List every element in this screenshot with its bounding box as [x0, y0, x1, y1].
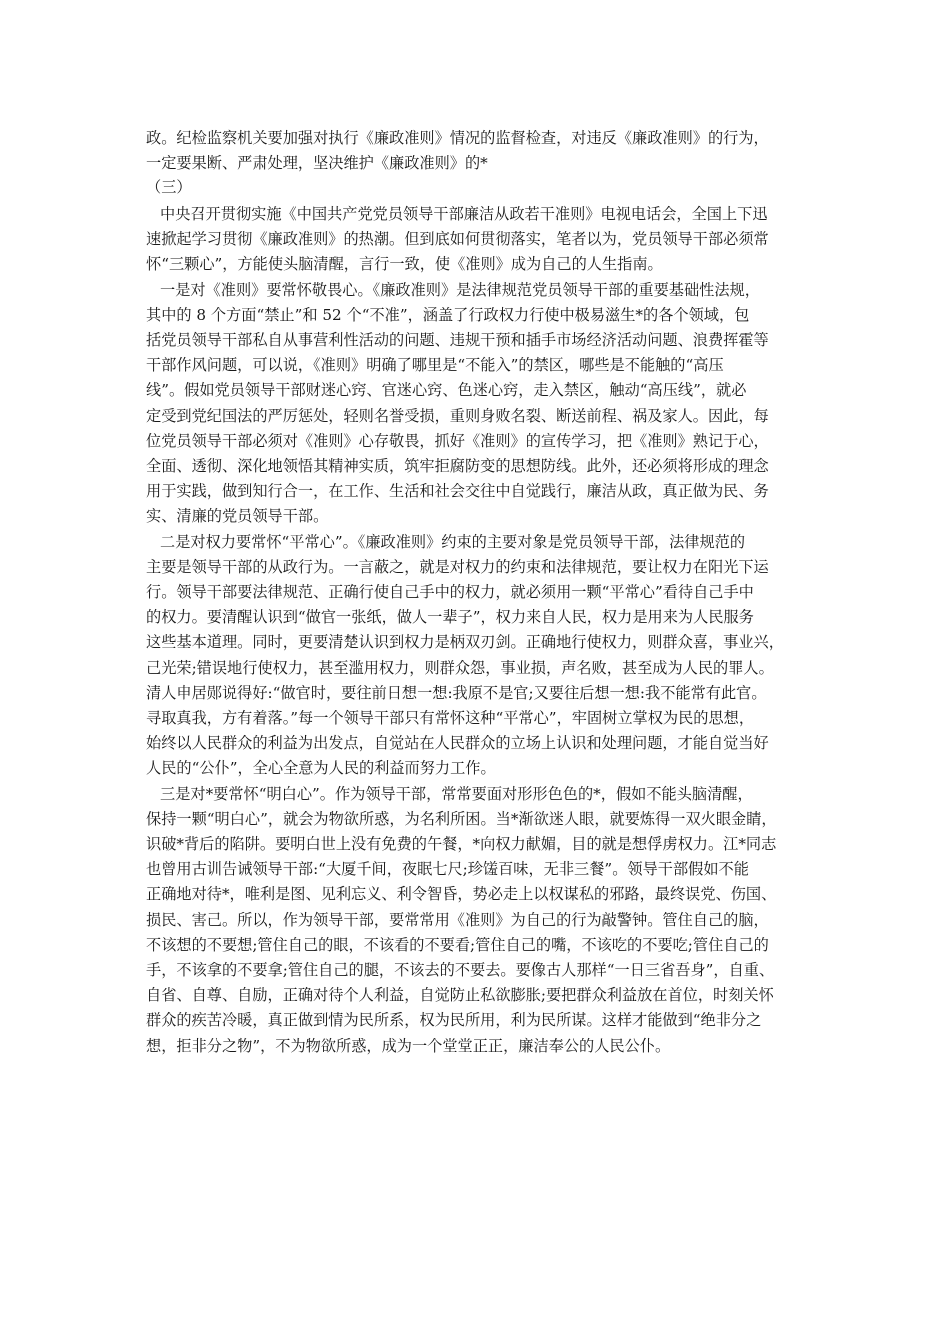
text-line: 行。领导干部要法律规范、正确行使自己手中的权力，就必须用一颗“平常心”看待自己手中 [146, 583, 754, 601]
text-line: 其中的 8 个方面“禁止”和 52 个“不准”，涵盖了行政权力行使中极易滋生*的各个领域，包 [146, 306, 750, 324]
text-line: 识破*背后的陷阱。要明白世上没有免费的午餐，*向权力献媚，目的就是想俘虏权力。江*同志 [146, 835, 777, 853]
text-line: 一是对《准则》要常怀敬畏心。《廉政准则》是法律规范党员领导干部的重要基础性法规， [160, 281, 760, 299]
text-line: 线”。假如党员领导干部财迷心窍、官迷心窍、色迷心窍，走入禁区，触动“高压线”，就必 [146, 381, 747, 399]
text-line: 括党员领导干部私自从事营利性活动的问题、违规干预和插手市场经济活动问题、浪费挥霍等 [146, 331, 769, 349]
text-line: 政。纪检监察机关要加强对执行《廉政准则》情况的监督检查，对违反《廉政准则》的行为， [146, 129, 769, 147]
text-line: 手，不该拿的不要拿;管住自己的腿，不该去的不要去。要像古人那样“一日三省吾身”，自重、 [146, 961, 775, 979]
text-line: 怀“三颗心”，方能使头脑清醒，言行一致，使《准则》成为自己的人生指南。 [146, 255, 663, 273]
text-line: 用于实践，做到知行合一，在工作、生活和社会交往中自觉践行，廉洁从政，真正做为民、务 [146, 482, 769, 500]
text-line: 速掀起学习贯彻《廉政准则》的热潮。但到底如何贯彻落实，笔者以为，党员领导干部必须常 [146, 230, 769, 248]
text-line: 实、清廉的党员领导干部。 [146, 507, 329, 525]
text-line: 全面、透彻、深化地领悟其精神实质，筑牢拒腐防变的思想防线。此外，还必须将形成的理念 [146, 457, 769, 475]
text-line: 损民、害己。所以，作为领导干部，要常常用《准则》为自己的行为敲警钟。管住自己的脑， [146, 911, 769, 929]
text-line: 正确地对待*，唯利是图、见利忘义、利令智昏，势必走上以权谋私的邪路，最终误党、伤国、 [146, 885, 777, 903]
section-heading: （三） [146, 178, 192, 196]
text-line: 三是对*要常怀“明白心”。作为领导干部，常常要面对形形色色的*，假如不能头脑清醒， [160, 785, 753, 803]
text-line: 的权力。要清醒认识到“做官一张纸，做人一辈子”，权力来自人民，权力是用来为人民服务 [146, 608, 754, 626]
text-line: 人民的“公仆”，全心全意为人民的利益而努力工作。 [146, 759, 496, 777]
text-line: 始终以人民群众的利益为出发点，自觉站在人民群众的立场上认识和处理问题，才能自觉当好 [146, 734, 769, 752]
text-line: 清人申居郧说得好:“做官时，要往前日想一想:我原不是官;又要往后想一想:我不能常有此官。 [146, 684, 767, 702]
text-line: 寻取真我，方有着落。”每一个领导干部只有常怀这种“平常心”，牢固树立掌权为民的思想， [146, 709, 755, 727]
text-line: 一定要果断、严肃处理，坚决维护《廉政准则》的* [146, 154, 488, 172]
text-line: 中央召开贯彻实施《中国共产党党员领导干部廉洁从政若干准则》电视电话会，全国上下迅 [160, 205, 768, 223]
text-line: 保持一颗“明白心”，就会为物欲所惑，为名利所困。当*渐欲迷人眼，就要炼得一双火眼金睛， [146, 810, 777, 828]
text-line: 不该想的不要想;管住自己的眼，不该看的不要看;管住自己的嘴，不该吃的不要吃;管住自己的 [146, 936, 769, 954]
text-line: 二是对权力要常怀“平常心”。《廉政准则》约束的主要对象是党员领导干部，法律规范的 [160, 533, 746, 551]
text-line: 也曾用古训告诫领导干部:“大厦千间，夜眠七尺;珍馐百味，无非三餐”。领导干部假如不能 [146, 860, 749, 878]
text-line: 想，拒非分之物”，不为物欲所惑，成为一个堂堂正正，廉洁奉公的人民公仆。 [146, 1037, 671, 1055]
text-line: 定受到党纪国法的严厉惩处，轻则名誉受损，重则身败名裂、断送前程、祸及家人。因此，每 [146, 407, 769, 425]
text-line: 这些基本道理。同时，更要清楚认识到权力是柄双刃剑。正确地行使权力，则群众喜，事业兴， [146, 633, 784, 651]
text-line: 自省、自尊、自励，正确对待个人利益，自觉防止私欲膨胀;要把群众利益放在首位，时刻关怀 [146, 986, 774, 1004]
text-line: 位党员领导干部必须对《准则》心存敬畏，抓好《准则》的宣传学习，把《准则》熟记于心， [146, 432, 769, 450]
text-line: 干部作风问题，可以说，《准则》明确了哪里是“不能入”的禁区，哪些是不能触的“高压 [146, 356, 724, 374]
text-line: 群众的疾苦冷暖，真正做到情为民所系，权为民所用，利为民所谋。这样才能做到“绝非分之 [146, 1011, 762, 1029]
text-line: 己光荣;错误地行使权力，甚至滥用权力，则群众怨，事业损，声名败，甚至成为人民的罪人。 [146, 659, 774, 677]
text-line: 主要是领导干部的从政行为。一言蔽之，就是对权力的约束和法律规范，要让权力在阳光下运 [146, 558, 769, 576]
